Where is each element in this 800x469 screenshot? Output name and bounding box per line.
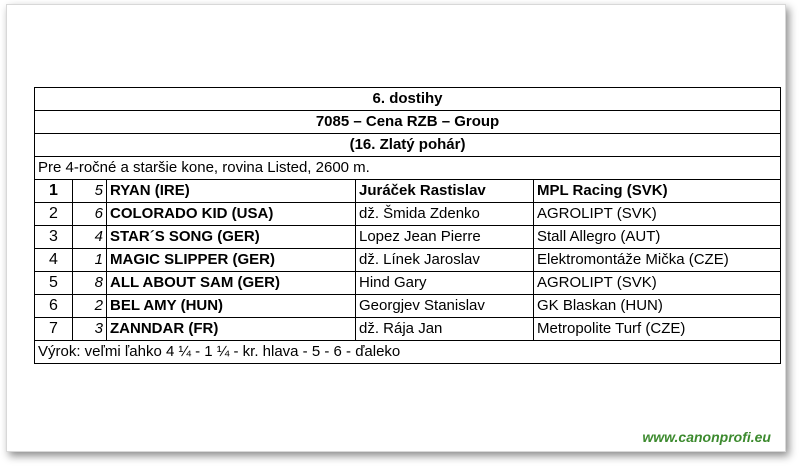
owner-name: GK Blaskan (HUN) (534, 295, 781, 318)
finish-position: 7 (35, 318, 73, 341)
jockey-name: dž. Línek Jaroslav (356, 249, 534, 272)
horse-name: ZANNDAR (FR) (107, 318, 356, 341)
race-conditions-row (35, 157, 781, 180)
horse-name: MAGIC SLIPPER (GER) (107, 249, 356, 272)
finish-margins: Výrok: veľmi ľahko 4 ¼ - 1 ¼ - kr. hlava - 5 - 6 - ďaleko (35, 341, 781, 364)
result-row (35, 272, 781, 295)
owner-name: AGROLIPT (SVK) (534, 203, 781, 226)
race-number: 6. dostihy (35, 88, 781, 111)
owner-name: Elektromontáže Mička (CZE) (534, 249, 781, 272)
start-number: 4 (73, 226, 107, 249)
horse-name: STAR´S SONG (GER) (107, 226, 356, 249)
horse-name: RYAN (IRE) (107, 180, 356, 203)
start-number: 2 (73, 295, 107, 318)
owner-name: Metropolite Turf (CZE) (534, 318, 781, 341)
jockey-name: Georgjev Stanislav (356, 295, 534, 318)
owner-name: MPL Racing (SVK) (534, 180, 781, 203)
watermark: www.canonprofi.eu (642, 429, 771, 445)
jockey-name: Lopez Jean Pierre (356, 226, 534, 249)
margins-row (35, 341, 781, 364)
horse-name: COLORADO KID (USA) (107, 203, 356, 226)
start-number: 3 (73, 318, 107, 341)
jockey-name: Juráček Rastislav (356, 180, 534, 203)
jockey-name: dž. Rája Jan (356, 318, 534, 341)
finish-position: 4 (35, 249, 73, 272)
start-number: 8 (73, 272, 107, 295)
race-number-row (35, 88, 781, 111)
result-row (35, 249, 781, 272)
result-row (35, 295, 781, 318)
finish-position: 1 (35, 180, 73, 203)
result-row (35, 226, 781, 249)
finish-position: 5 (35, 272, 73, 295)
race-title-row (35, 111, 781, 134)
owner-name: Stall Allegro (AUT) (534, 226, 781, 249)
horse-name: ALL ABOUT SAM (GER) (107, 272, 356, 295)
result-row (35, 203, 781, 226)
start-number: 1 (73, 249, 107, 272)
race-conditions: Pre 4-ročné a staršie kone, rovina Listed, 2600 m. (35, 157, 781, 180)
race-subtitle-row (35, 134, 781, 157)
race-results-table (34, 87, 781, 364)
race-title: 7085 – Cena RZB – Group (35, 111, 781, 134)
horse-name: BEL AMY (HUN) (107, 295, 356, 318)
jockey-name: Hind Gary (356, 272, 534, 295)
result-row (35, 180, 781, 203)
result-row (35, 318, 781, 341)
start-number: 5 (73, 180, 107, 203)
start-number: 6 (73, 203, 107, 226)
finish-position: 2 (35, 203, 73, 226)
owner-name: AGROLIPT (SVK) (534, 272, 781, 295)
finish-position: 6 (35, 295, 73, 318)
finish-position: 3 (35, 226, 73, 249)
race-subtitle: (16. Zlatý pohár) (35, 134, 781, 157)
jockey-name: dž. Šmida Zdenko (356, 203, 534, 226)
document-frame (6, 4, 786, 452)
